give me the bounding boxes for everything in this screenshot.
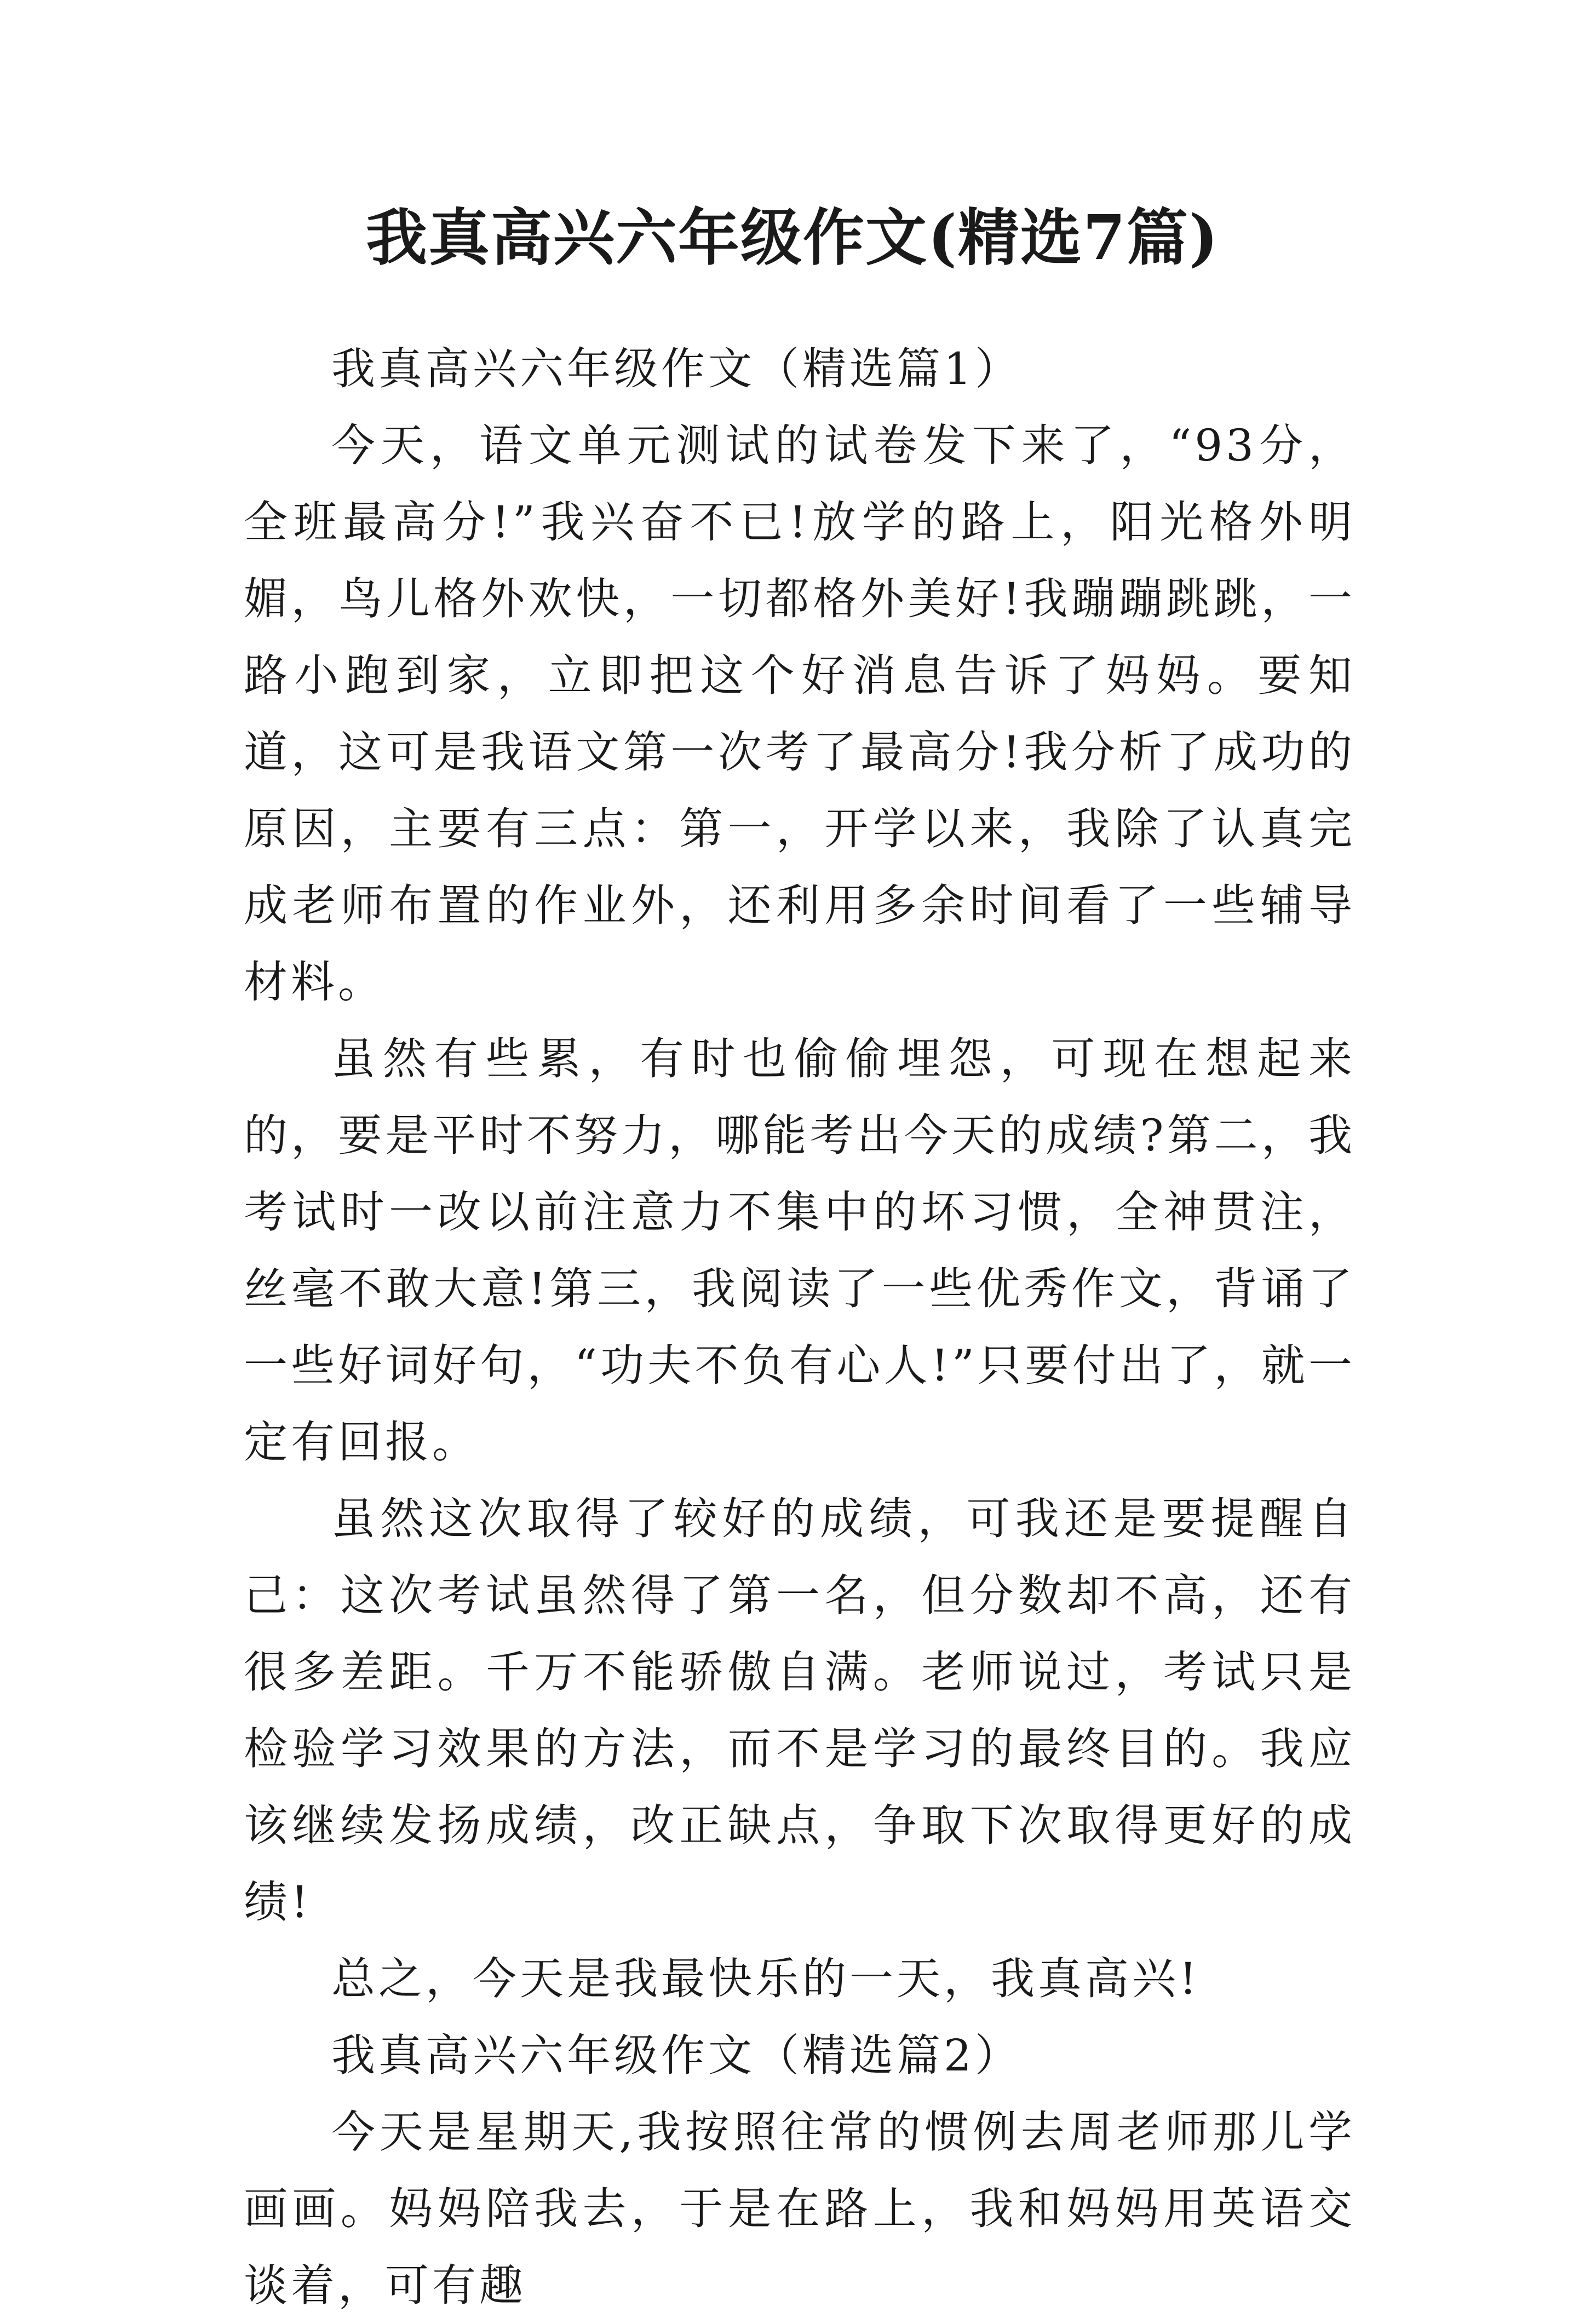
- section-heading-2: 我真高兴六年级作文（精选篇2）: [331, 2030, 1022, 2081]
- section-heading-1: 我真高兴六年级作文（精选篇1）: [331, 343, 1022, 394]
- document-title: 我真高兴六年级作文(精选7篇): [366, 202, 1219, 274]
- paragraph: 虽然有些累，有时也偷偷埋怨，可现在想起来的，要是平时不努力，哪能考出今天的成绩?第二，我考试时一改以前注意力不集中的坏习惯，全神贯注，丝毫不敢大意!第三，我阅读了一些优秀作文，背诵了一些好词好句，“功夫不负有心人!”只要付出了，就一定有回报。: [244, 1033, 1356, 1468]
- paragraph: 今天是星期天,我按照往常的惯例去周老师那儿学画画。妈妈陪我去，于是在路上，我和妈妈用英语交谈着，可有趣: [244, 2107, 1356, 2311]
- paragraph: 虽然这次取得了较好的成绩，可我还是要提醒自己：这次考试虽然得了第一名，但分数却不高，还有很多差距。千万不能骄傲自满。老师说过，考试只是检验学习效果的方法，而不是学习的最终目的。我应该继续发扬成绩，改正缺点，争取下次取得更好的成绩!: [244, 1493, 1356, 1928]
- paragraph: 总之，今天是我最快乐的一天，我真高兴!: [331, 1953, 1201, 2004]
- paragraph: 今天，语文单元测试的试卷发下来了，“93分，全班最高分!”我兴奋不已!放学的路上，阳光格外明媚，鸟儿格外欢快，一切都格外美好!我蹦蹦跳跳，一路小跑到家，立即把这个好消息告诉了妈妈。要知道，这可是我语文第一次考了最高分!我分析了成功的原因，主要有三点：第一，开学以来，我除了认真完成老师布置的作业外，还利用多余时间看了一些辅导材料。: [244, 420, 1356, 1008]
- document-body: [244, 331, 1356, 2324]
